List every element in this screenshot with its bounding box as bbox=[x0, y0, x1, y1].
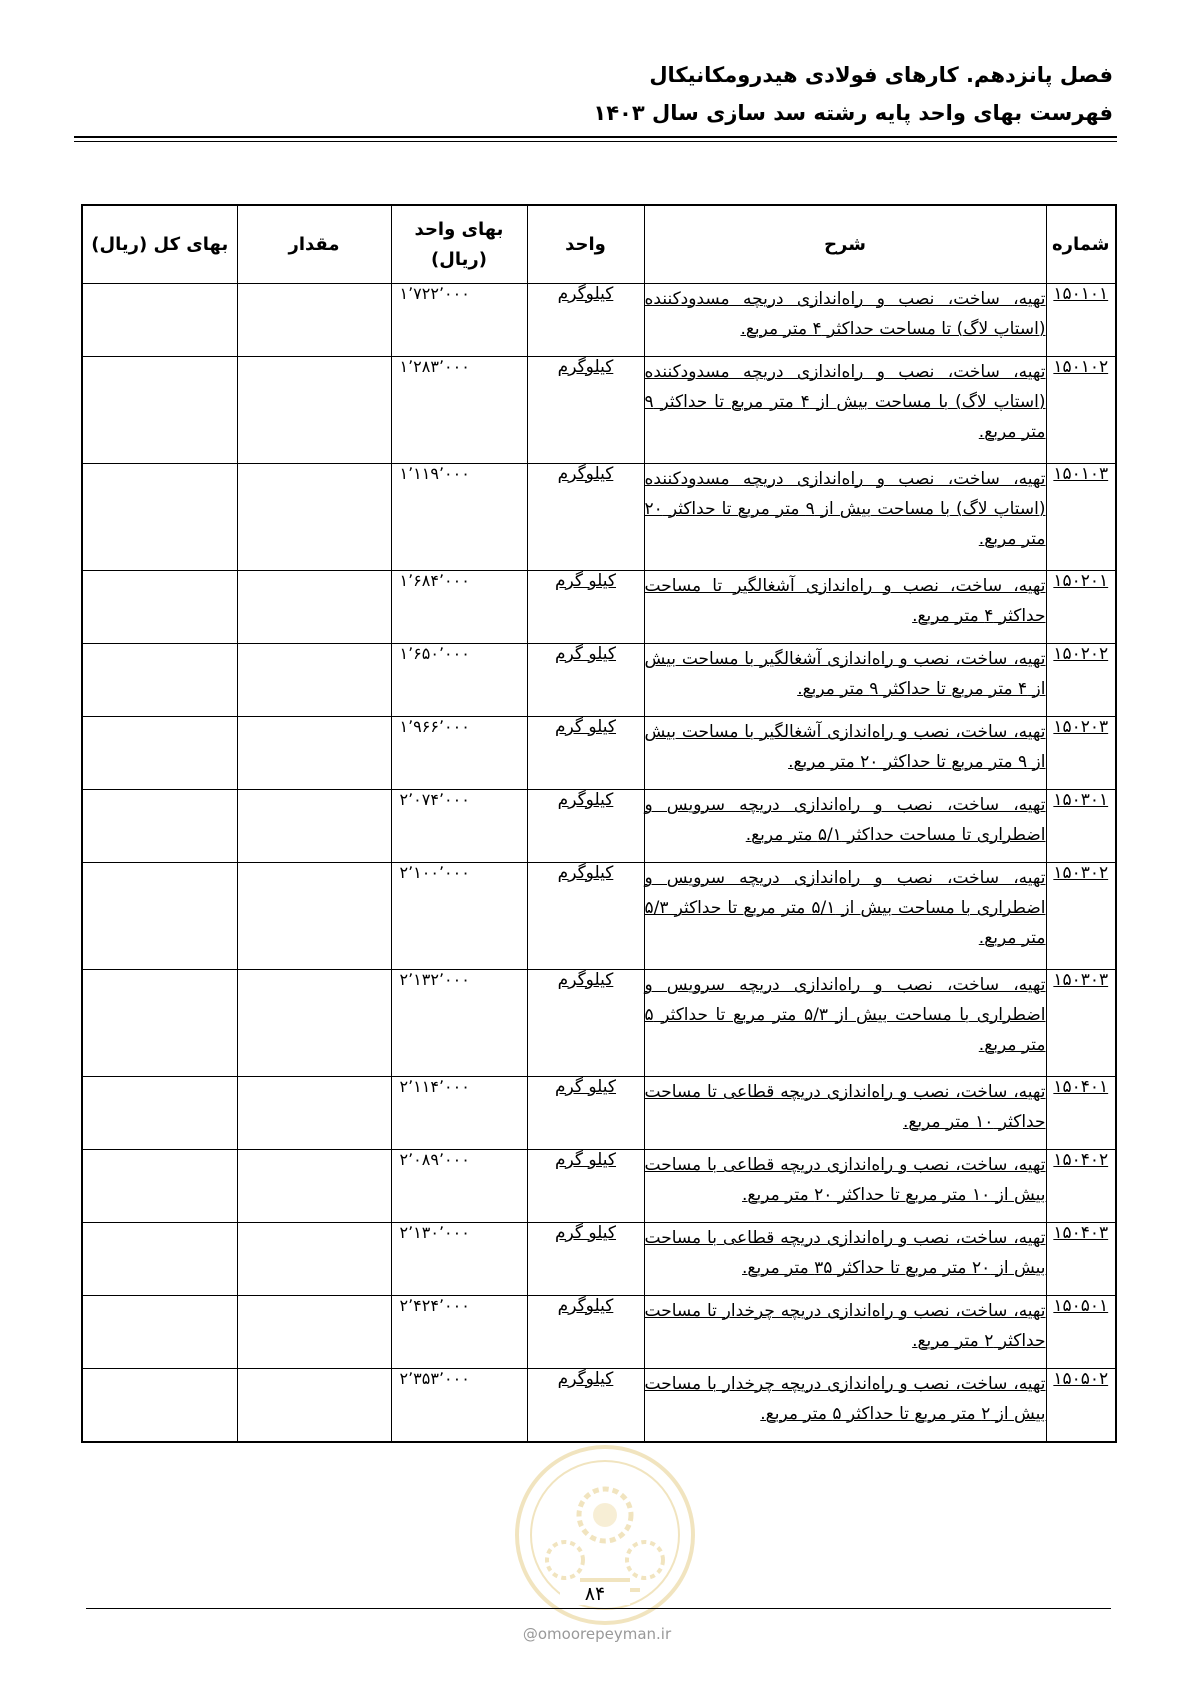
row-unit: کیلوگرم bbox=[557, 970, 614, 990]
row-number-cell bbox=[1046, 571, 1116, 644]
row-total-cell bbox=[82, 1223, 237, 1296]
price-table bbox=[81, 204, 1117, 1443]
page-number: ۸۴ bbox=[560, 1583, 630, 1605]
row-number-cell bbox=[1046, 790, 1116, 863]
row-unit-cell bbox=[527, 863, 644, 970]
row-description-cell bbox=[644, 1077, 1046, 1150]
row-description: تهیه، ساخت، نصب و راه‌اندازی دریچه مسدودکننده (استاپ لاگ) با مساحت بیش از ۹ متر مربع تا حداکثر ۲۰ متر مربع. bbox=[644, 469, 1046, 549]
row-unit-cell bbox=[527, 1150, 644, 1223]
row-unit-cell bbox=[527, 464, 644, 571]
row-quantity-cell bbox=[237, 464, 391, 571]
row-quantity-cell bbox=[237, 1077, 391, 1150]
row-quantity-cell bbox=[237, 970, 391, 1077]
table-row bbox=[82, 1223, 1116, 1296]
row-quantity-cell bbox=[237, 717, 391, 790]
row-unit-cell bbox=[527, 644, 644, 717]
row-unit: کیلوگرم bbox=[557, 284, 614, 304]
row-description: تهیه، ساخت، نصب و راه‌اندازی آشغالگیر با مساحت بیش از ۹ متر مربع تا حداکثر ۲۰ متر مربع. bbox=[644, 722, 1046, 772]
row-number: ۱۵۰۱۰۱ bbox=[1053, 284, 1109, 304]
row-unit-price: ۱٬۷۲۲٬۰۰۰ bbox=[399, 284, 470, 303]
row-unit-price-cell bbox=[391, 284, 527, 357]
table-row bbox=[82, 790, 1116, 863]
row-unit-price: ۲٬۰۸۹٬۰۰۰ bbox=[399, 1150, 470, 1169]
row-total-cell bbox=[82, 1369, 237, 1442]
row-total-cell bbox=[82, 863, 237, 970]
row-description-cell bbox=[644, 644, 1046, 717]
row-description: تهیه، ساخت، نصب و راه‌اندازی دریچه قطاعی با مساحت بیش از ۱۰ متر مربع تا حداکثر ۲۰ متر مربع. bbox=[644, 1155, 1046, 1205]
table-row bbox=[82, 1296, 1116, 1369]
row-description: تهیه، ساخت، نصب و راه‌اندازی دریچه سرویس و اضطراری با مساحت بیش از ۵/۳ متر مربع تا حداکثر ۵ متر مربع. bbox=[644, 975, 1046, 1055]
row-description: تهیه، ساخت، نصب و راه‌اندازی آشغالگیر تا مساحت حداکثر ۴ متر مربع. bbox=[644, 576, 1046, 626]
row-description: تهیه، ساخت، نصب و راه‌اندازی دریچه مسدودکننده (استاپ لاگ) با مساحت بیش از ۴ متر مربع تا حداکثر ۹ متر مربع. bbox=[644, 362, 1046, 442]
row-description-cell bbox=[644, 1150, 1046, 1223]
row-number-cell bbox=[1046, 1369, 1116, 1442]
row-unit-price-cell bbox=[391, 863, 527, 970]
row-number-cell bbox=[1046, 464, 1116, 571]
col-unit-header: واحد bbox=[527, 205, 644, 284]
row-unit-cell bbox=[527, 717, 644, 790]
row-unit: کیلوگرم bbox=[557, 1369, 614, 1389]
table-row bbox=[82, 970, 1116, 1077]
row-number: ۱۵۰۲۰۱ bbox=[1053, 571, 1109, 591]
row-number-cell bbox=[1046, 717, 1116, 790]
row-quantity-cell bbox=[237, 1296, 391, 1369]
header-rule-thin bbox=[74, 141, 1117, 142]
row-description: تهیه، ساخت، نصب و راه‌اندازی دریچه سرویس و اضطراری تا مساحت حداکثر ۵/۱ متر مربع. bbox=[644, 795, 1046, 845]
row-unit: کیلو گرم bbox=[554, 1150, 617, 1170]
row-unit: کیلو گرم bbox=[554, 1077, 617, 1097]
row-quantity-cell bbox=[237, 284, 391, 357]
col-description-header: شرح bbox=[644, 205, 1046, 284]
row-unit: کیلوگرم bbox=[557, 790, 614, 810]
row-unit-cell bbox=[527, 1369, 644, 1442]
row-number: ۱۵۰۳۰۱ bbox=[1053, 790, 1109, 810]
row-number: ۱۵۰۱۰۳ bbox=[1053, 464, 1109, 484]
row-quantity-cell bbox=[237, 1369, 391, 1442]
table-header-row bbox=[82, 205, 1116, 284]
row-quantity-cell bbox=[237, 1150, 391, 1223]
row-unit-price: ۲٬۱۳۰٬۰۰۰ bbox=[399, 1223, 470, 1242]
row-description-cell bbox=[644, 1369, 1046, 1442]
row-total-cell bbox=[82, 357, 237, 464]
row-unit: کیلوگرم bbox=[557, 1296, 614, 1316]
row-unit-price-cell bbox=[391, 464, 527, 571]
row-description: تهیه، ساخت، نصب و راه‌اندازی دریچه چرخدار تا مساحت حداکثر ۲ متر مربع. bbox=[644, 1301, 1046, 1351]
row-unit-cell bbox=[527, 970, 644, 1077]
row-quantity-cell bbox=[237, 863, 391, 970]
table-row bbox=[82, 1150, 1116, 1223]
row-unit: کیلوگرم bbox=[557, 863, 614, 883]
row-unit-price-cell bbox=[391, 1369, 527, 1442]
row-total-cell bbox=[82, 571, 237, 644]
row-unit-price: ۲٬۴۲۴٬۰۰۰ bbox=[399, 1296, 470, 1315]
row-description: تهیه، ساخت، نصب و راه‌اندازی دریچه قطاعی با مساحت بیش از ۲۰ متر مربع تا حداکثر ۳۵ متر مربع. bbox=[644, 1228, 1046, 1278]
row-number-cell bbox=[1046, 357, 1116, 464]
page-header bbox=[76, 58, 1113, 130]
row-unit-price-cell bbox=[391, 717, 527, 790]
row-unit: کیلوگرم bbox=[557, 357, 614, 377]
header-rule-thick bbox=[74, 136, 1117, 138]
row-unit: کیلوگرم bbox=[557, 464, 614, 484]
row-total-cell bbox=[82, 464, 237, 571]
row-description: تهیه، ساخت، نصب و راه‌اندازی دریچه مسدودکننده (استاپ لاگ) تا مساحت حداکثر ۴ متر مربع. bbox=[644, 289, 1046, 339]
row-unit-cell bbox=[527, 1296, 644, 1369]
row-number: ۱۵۰۲۰۳ bbox=[1053, 717, 1109, 737]
row-number: ۱۵۰۴۰۳ bbox=[1053, 1223, 1109, 1243]
row-description-cell bbox=[644, 717, 1046, 790]
row-quantity-cell bbox=[237, 644, 391, 717]
table-row bbox=[82, 571, 1116, 644]
row-total-cell bbox=[82, 717, 237, 790]
table-row bbox=[82, 863, 1116, 970]
row-number-cell bbox=[1046, 1077, 1116, 1150]
row-unit: کیلو گرم bbox=[554, 1223, 617, 1243]
col-quantity-header: مقدار bbox=[237, 205, 391, 284]
row-unit-cell bbox=[527, 357, 644, 464]
row-unit-price: ۲٬۱۱۴٬۰۰۰ bbox=[399, 1077, 470, 1096]
table-body bbox=[82, 284, 1116, 1442]
row-unit-price-cell bbox=[391, 644, 527, 717]
table-row bbox=[82, 717, 1116, 790]
list-title: فهرست بهای واحد پایه رشته سد سازی سال ۱۴۰۳ bbox=[593, 101, 1113, 125]
row-unit-price: ۱٬۹۶۶٬۰۰۰ bbox=[399, 717, 470, 736]
row-unit-price: ۲٬۱۰۰٬۰۰۰ bbox=[399, 863, 470, 882]
row-unit-price-cell bbox=[391, 970, 527, 1077]
row-number-cell bbox=[1046, 284, 1116, 357]
row-description-cell bbox=[644, 357, 1046, 464]
row-number-cell bbox=[1046, 1296, 1116, 1369]
row-description-cell bbox=[644, 1223, 1046, 1296]
row-number: ۱۵۰۳۰۲ bbox=[1053, 863, 1109, 883]
row-quantity-cell bbox=[237, 1223, 391, 1296]
row-number-cell bbox=[1046, 644, 1116, 717]
row-unit-price-cell bbox=[391, 1150, 527, 1223]
col-number-header: شماره bbox=[1046, 205, 1116, 284]
row-description: تهیه، ساخت، نصب و راه‌اندازی آشغالگیر با مساحت بیش از ۴ متر مربع تا حداکثر ۹ متر مربع. bbox=[644, 649, 1046, 699]
row-description-cell bbox=[644, 863, 1046, 970]
row-unit-price: ۱٬۱۱۹٬۰۰۰ bbox=[399, 464, 470, 483]
row-unit-cell bbox=[527, 571, 644, 644]
row-number-cell bbox=[1046, 1150, 1116, 1223]
row-unit: کیلو گرم bbox=[554, 571, 617, 591]
row-total-cell bbox=[82, 644, 237, 717]
row-unit: کیلو گرم bbox=[554, 644, 617, 664]
row-description: تهیه، ساخت، نصب و راه‌اندازی دریچه قطاعی تا مساحت حداکثر ۱۰ متر مربع. bbox=[644, 1082, 1046, 1132]
row-description-cell bbox=[644, 464, 1046, 571]
row-unit-price: ۱٬۶۸۴٬۰۰۰ bbox=[399, 571, 470, 590]
row-number-cell bbox=[1046, 863, 1116, 970]
row-unit-price-cell bbox=[391, 1296, 527, 1369]
row-number: ۱۵۰۵۰۱ bbox=[1053, 1296, 1109, 1316]
row-description-cell bbox=[644, 571, 1046, 644]
row-total-cell bbox=[82, 970, 237, 1077]
footer-rule bbox=[86, 1608, 1111, 1609]
row-total-cell bbox=[82, 284, 237, 357]
row-quantity-cell bbox=[237, 357, 391, 464]
table-row bbox=[82, 644, 1116, 717]
table-row bbox=[82, 284, 1116, 357]
row-unit-cell bbox=[527, 1077, 644, 1150]
row-description-cell bbox=[644, 284, 1046, 357]
row-total-cell bbox=[82, 1296, 237, 1369]
row-number-cell bbox=[1046, 1223, 1116, 1296]
row-unit-price-cell bbox=[391, 357, 527, 464]
table-row bbox=[82, 1369, 1116, 1442]
row-unit-price: ۲٬۰۷۴٬۰۰۰ bbox=[399, 790, 470, 809]
row-unit-price: ۱٬۲۸۳٬۰۰۰ bbox=[399, 357, 470, 376]
row-number: ۱۵۰۴۰۲ bbox=[1053, 1150, 1109, 1170]
row-unit: کیلو گرم bbox=[554, 717, 617, 737]
row-unit-price: ۲٬۱۳۲٬۰۰۰ bbox=[399, 970, 470, 989]
row-unit-price-cell bbox=[391, 571, 527, 644]
row-unit-price-cell bbox=[391, 1077, 527, 1150]
row-total-cell bbox=[82, 1150, 237, 1223]
col-total-header: بهای کل (ریال) bbox=[82, 205, 237, 284]
unit-price-header-text: بهای واحد (ریال) bbox=[414, 218, 504, 270]
row-number: ۱۵۰۳۰۳ bbox=[1053, 970, 1109, 990]
row-description-cell bbox=[644, 790, 1046, 863]
row-unit-price: ۱٬۶۵۰٬۰۰۰ bbox=[399, 644, 470, 663]
row-quantity-cell bbox=[237, 571, 391, 644]
row-number: ۱۵۰۱۰۲ bbox=[1053, 357, 1109, 377]
row-unit-cell bbox=[527, 1223, 644, 1296]
table-row bbox=[82, 464, 1116, 571]
row-unit-price-cell bbox=[391, 790, 527, 863]
row-description: تهیه، ساخت، نصب و راه‌اندازی دریچه چرخدار با مساحت بیش از ۲ متر مربع تا حداکثر ۵ متر مربع. bbox=[644, 1374, 1046, 1424]
row-number: ۱۵۰۴۰۱ bbox=[1053, 1077, 1109, 1097]
row-description: تهیه، ساخت، نصب و راه‌اندازی دریچه سرویس و اضطراری با مساحت بیش از ۵/۱ متر مربع تا حداکثر ۵/۳ متر مربع. bbox=[644, 868, 1046, 948]
row-unit-cell bbox=[527, 284, 644, 357]
row-number: ۱۵۰۲۰۲ bbox=[1053, 644, 1109, 664]
row-total-cell bbox=[82, 1077, 237, 1150]
col-unit-price-header bbox=[391, 205, 527, 284]
row-unit-price: ۲٬۳۵۳٬۰۰۰ bbox=[399, 1369, 470, 1388]
row-quantity-cell bbox=[237, 790, 391, 863]
row-description-cell bbox=[644, 970, 1046, 1077]
table-row bbox=[82, 357, 1116, 464]
website-watermark: @omoorepeyman.ir bbox=[522, 1625, 672, 1643]
row-total-cell bbox=[82, 790, 237, 863]
row-description-cell bbox=[644, 1296, 1046, 1369]
row-unit-price-cell bbox=[391, 1223, 527, 1296]
chapter-title: فصل پانزدهم. کارهای فولادی هیدرومکانیکال bbox=[649, 63, 1113, 87]
row-number: ۱۵۰۵۰۲ bbox=[1053, 1369, 1109, 1389]
table-row bbox=[82, 1077, 1116, 1150]
row-number-cell bbox=[1046, 970, 1116, 1077]
row-unit-cell bbox=[527, 790, 644, 863]
